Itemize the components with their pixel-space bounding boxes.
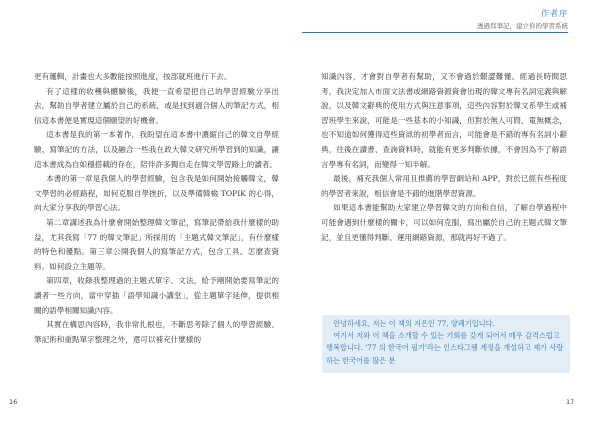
page-number-left: 16 bbox=[9, 398, 18, 406]
right-paragraph: 如果這本書能幫助大家建立學習韓文的方向和自信，了解自學過程中可能會遇到什麼樣的關卡，可以如何克服，寫出屬於自己的主題式韓文筆記，並且更懂得判斷、運用網路資源，那就再好不過了。 bbox=[321, 203, 567, 242]
right-paragraph: 最後，補充我個人常用且推薦的學習網站和 APP，對於已經有些程度的學習者來說，相信會是不錯的進階學習資源。 bbox=[321, 174, 567, 198]
right-page-text bbox=[321, 70, 567, 245]
page-header-label: 作者序 bbox=[541, 9, 568, 18]
korean-greeting-box bbox=[322, 315, 570, 373]
header-divider bbox=[302, 32, 568, 33]
left-paragraph: 其實在構思內容時，我非常扎根也，不斷思考除了個人的學習經驗、筆記術和重點單字整理之外，還可以補充什麼樣的 bbox=[34, 320, 279, 344]
korean-greeting-line: 여기서 저와 이 책을 소개할 수 있는 기회를 갖게 되어서 매우 감격스럽고 행복합니다. '77 의 한국어 필기'라는 인스타그램 계정을 개설하고 제가 사랑하는 한국어를 많은 분 bbox=[326, 331, 564, 365]
right-paragraph: 知識內容，才會對自學者有幫助，又不會過於艱澀難懂。經過長時間思考，我決定加入市面文法書或網路資源資會出現的韓文專有名詞定義與解說，以及韓文辭典的使用方式與注意事項，這些內容對於韓文系學生或補習班學生來說，可能是一些基本的小知識，但對於無人可問、電無概念，也不知道如何獲得這些資訊的初學者而言，可能會是不錯的專有名詞小辭典，往後在讀書、查詢資料時，就能有更多判斷依據，不會因為不了解語言學專有名詞，而變得一知半解。 bbox=[321, 72, 567, 169]
left-paragraph: 第二章講述我為什麼會開始整理韓文筆記，寫筆記帶給我什麼樣的助益，尤其我寫「77 的韓文筆記」所採用的「主題式韓文筆記」，有什麼樣的特色和優點。第三章公開我個人的寫筆記方式，包含工具、怎麼查資料、如何設立主題等。 bbox=[34, 217, 279, 271]
left-paragraph: 第四章，收錄我整理過的主題式單字、文法，給予剛開始要寫筆記的讀者一些方向，當中穿插「語學知識小講堂」，從主題單字延伸，提供相關的語學相關知識內容。 bbox=[34, 276, 279, 315]
page-header-subtitle: 透過寫筆記，建立你的學習系統 bbox=[477, 22, 568, 30]
left-paragraph: 本書的第一章是我個人的學習經驗，包含我是如何開始接觸韓文，韓文學習的必經路程，如何克服自學挫折，以及準備韓檢 TOPIK 的心得，向大家分享我的學習心法。 bbox=[34, 174, 279, 213]
left-paragraph: 更有邏輯，計畫也大多數能按照進度，按部就班進行下去。 bbox=[34, 72, 232, 81]
korean-greeting-line: 안녕하세요, 저는 이 책의 지은인 77, 양쾌기입니다. bbox=[333, 319, 495, 328]
page-number-right: 17 bbox=[566, 398, 575, 406]
left-page-text bbox=[34, 70, 279, 347]
left-paragraph: 有了這樣的收穫與體驗後，我便一直希望把自己的學習經驗分享出去，幫助自學者建立屬於自己的系統，或是找到適合個人的筆記方式，相信這本書便是實現這個願望的好機會。 bbox=[34, 86, 279, 125]
left-paragraph: 這本書是我的第一本著作，我盼望在這本書中濃縮自己的韓文自學經驗、寫筆記的方法，以及融合一些我在政大韓文研究所學習到的知識，讓這本書成為自如穩搭載的存在，陪伴許多獨自走在韓文學習路上的讀者。 bbox=[34, 130, 279, 169]
